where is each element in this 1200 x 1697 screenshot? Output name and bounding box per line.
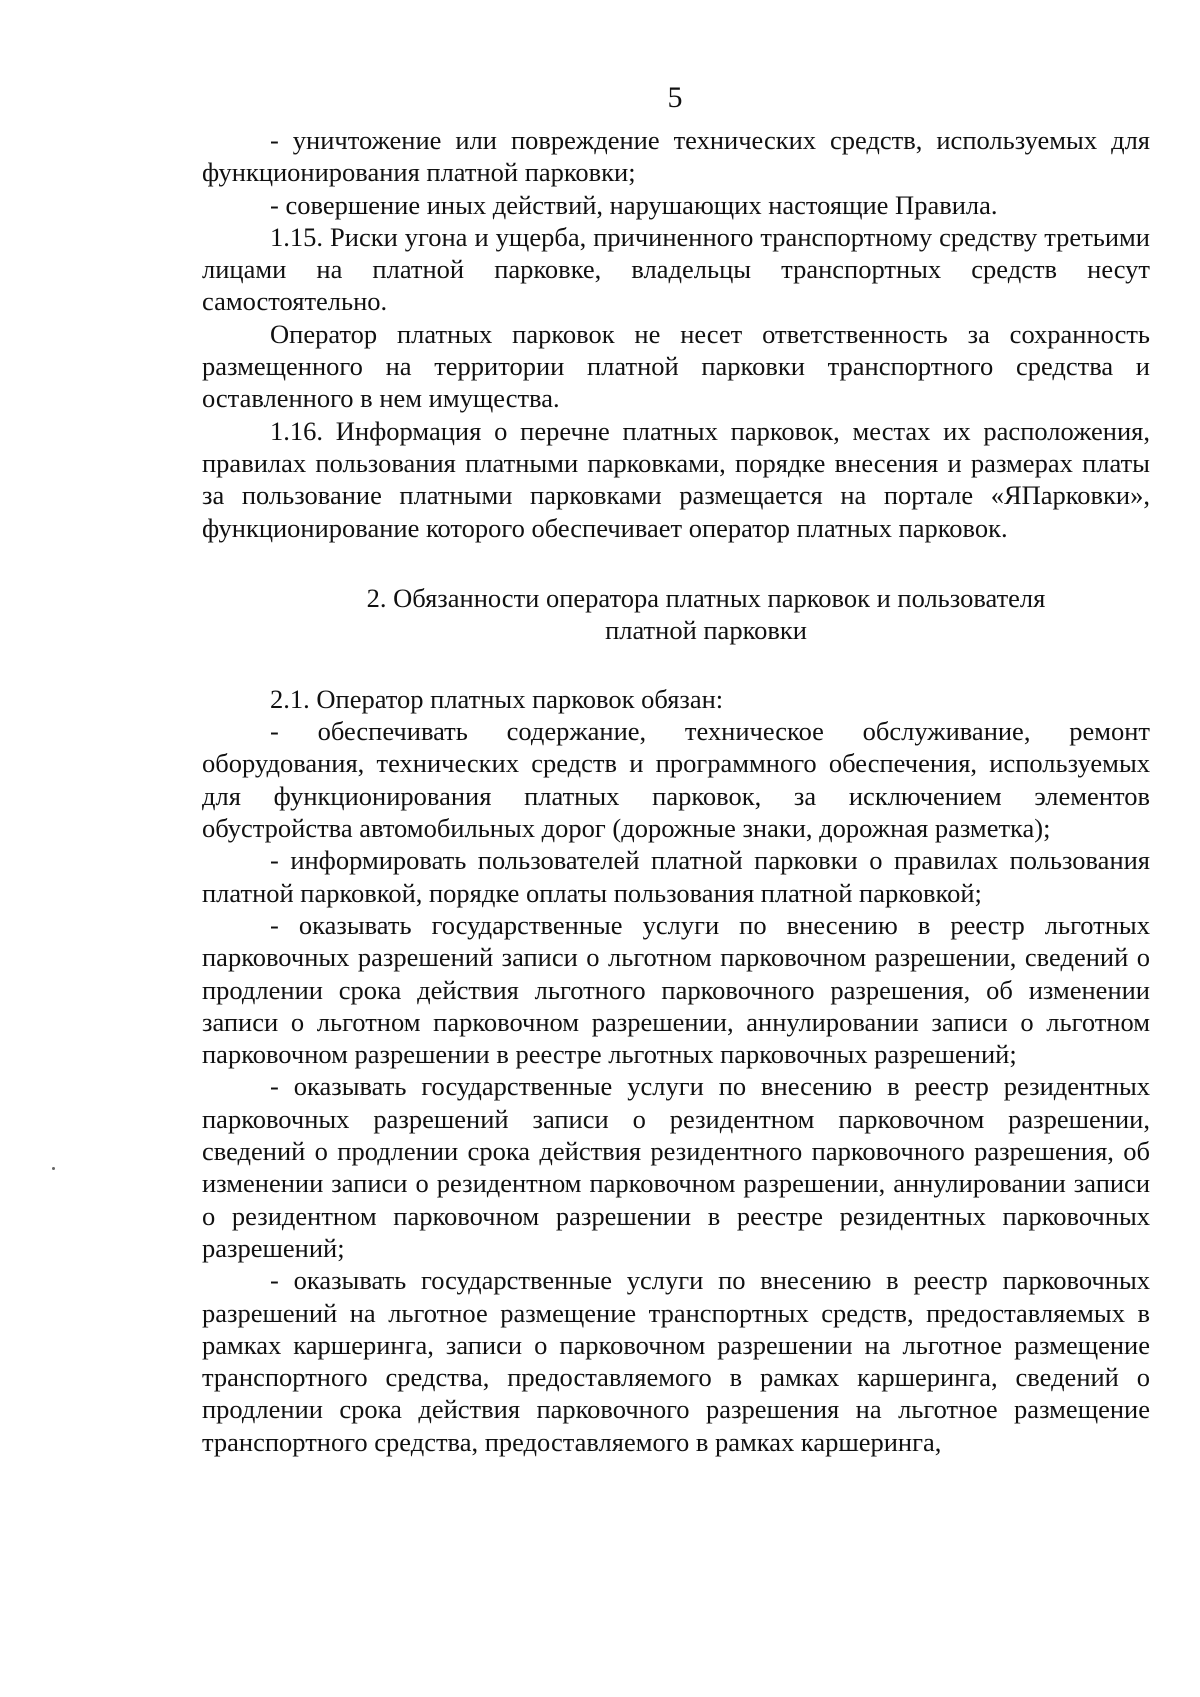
paragraph-1-15-risks: 1.15. Риски угона и ущерба, причиненного транспортному средству третьими лицами на платной парковке, владельцы транспортных средств несут самостоятельно.	[202, 221, 1150, 317]
paragraph-destruction-of-equipment: - уничтожение или повреждение технических средств, используемых для функционирования платной парковки;	[202, 125, 1150, 188]
section-2-heading-line-2: платной парковки	[605, 614, 807, 645]
paragraph-other-violations: - совершение иных действий, нарушающих настоящие Правила.	[270, 189, 998, 220]
paragraph-carsharing-permits-services: - оказывать государственные услуги по внесению в реестр парковочных разрешений на льготное размещение транспортных средств, предоставляемых в рамках каршеринга, записи о парковочном разрешении на льготное размещение транспортного средства, предоставляемого в рамках каршеринга, сведений о продлении срока действия парковочного разрешения на льготное размещение транспортного средства, предоставляемого в рамках каршеринга,	[202, 1265, 1150, 1457]
paragraph-resident-permits-services: - оказывать государственные услуги по внесению в реестр резидентных парковочных разрешений записи о резидентном парковочном разрешении, сведений о продлении срока действия резидентного парковочного разрешения, об изменении записи о резидентном парковочном разрешении, аннулировании записи о резидентном парковочном разрешении в реестре резидентных парковочных разрешений;	[202, 1071, 1150, 1263]
paragraph-maintenance-duty: - обеспечивать содержание, техническое обслуживание, ремонт оборудования, технических средств и программного обеспечения, используемых для функционирования платных парковок, за исключением элементов обустройства автомобильных дорог (дорожные знаки, дорожная разметка);	[202, 716, 1150, 844]
document-body	[202, 124, 1150, 1458]
paragraph-inform-users-duty: - информировать пользователей платной парковки о правилах пользования платной парковкой, порядке оплаты пользования платной парковкой;	[202, 845, 1150, 908]
paragraph-preferential-permits-services: - оказывать государственные услуги по внесению в реестр льготных парковочных разрешений записи о льготном парковочном разрешении, сведений о продлении срока действия льготного парковочного разрешения, об изменении записи о льготном парковочном разрешении, аннулировании записи о льготном парковочном разрешении в реестре льготных парковочных разрешений;	[202, 909, 1150, 1070]
paragraph-1-16-information: 1.16. Информация о перечне платных парковок, местах их расположения, правилах пользования платными парковками, порядке внесения и размерах платы за пользование платными парковками размещается на портале «ЯПарковки», функционирование которого обеспечивает оператор платных парковок.	[202, 415, 1150, 543]
section-2-heading-line-1: 2. Обязанности оператора платных парковок и пользователя	[366, 582, 1046, 613]
page-number: 5	[667, 81, 683, 114]
paragraph-2-1-operator-obliged: 2.1. Оператор платных парковок обязан:	[270, 683, 724, 714]
section-2-heading	[202, 582, 1150, 646]
paragraph-operator-not-liable: Оператор платных парковок не несет ответственность за сохранность размещенного на территории платной парковки транспортного средства и оставленного в нем имущества.	[202, 318, 1150, 414]
scan-artifact-dot	[52, 1167, 55, 1170]
